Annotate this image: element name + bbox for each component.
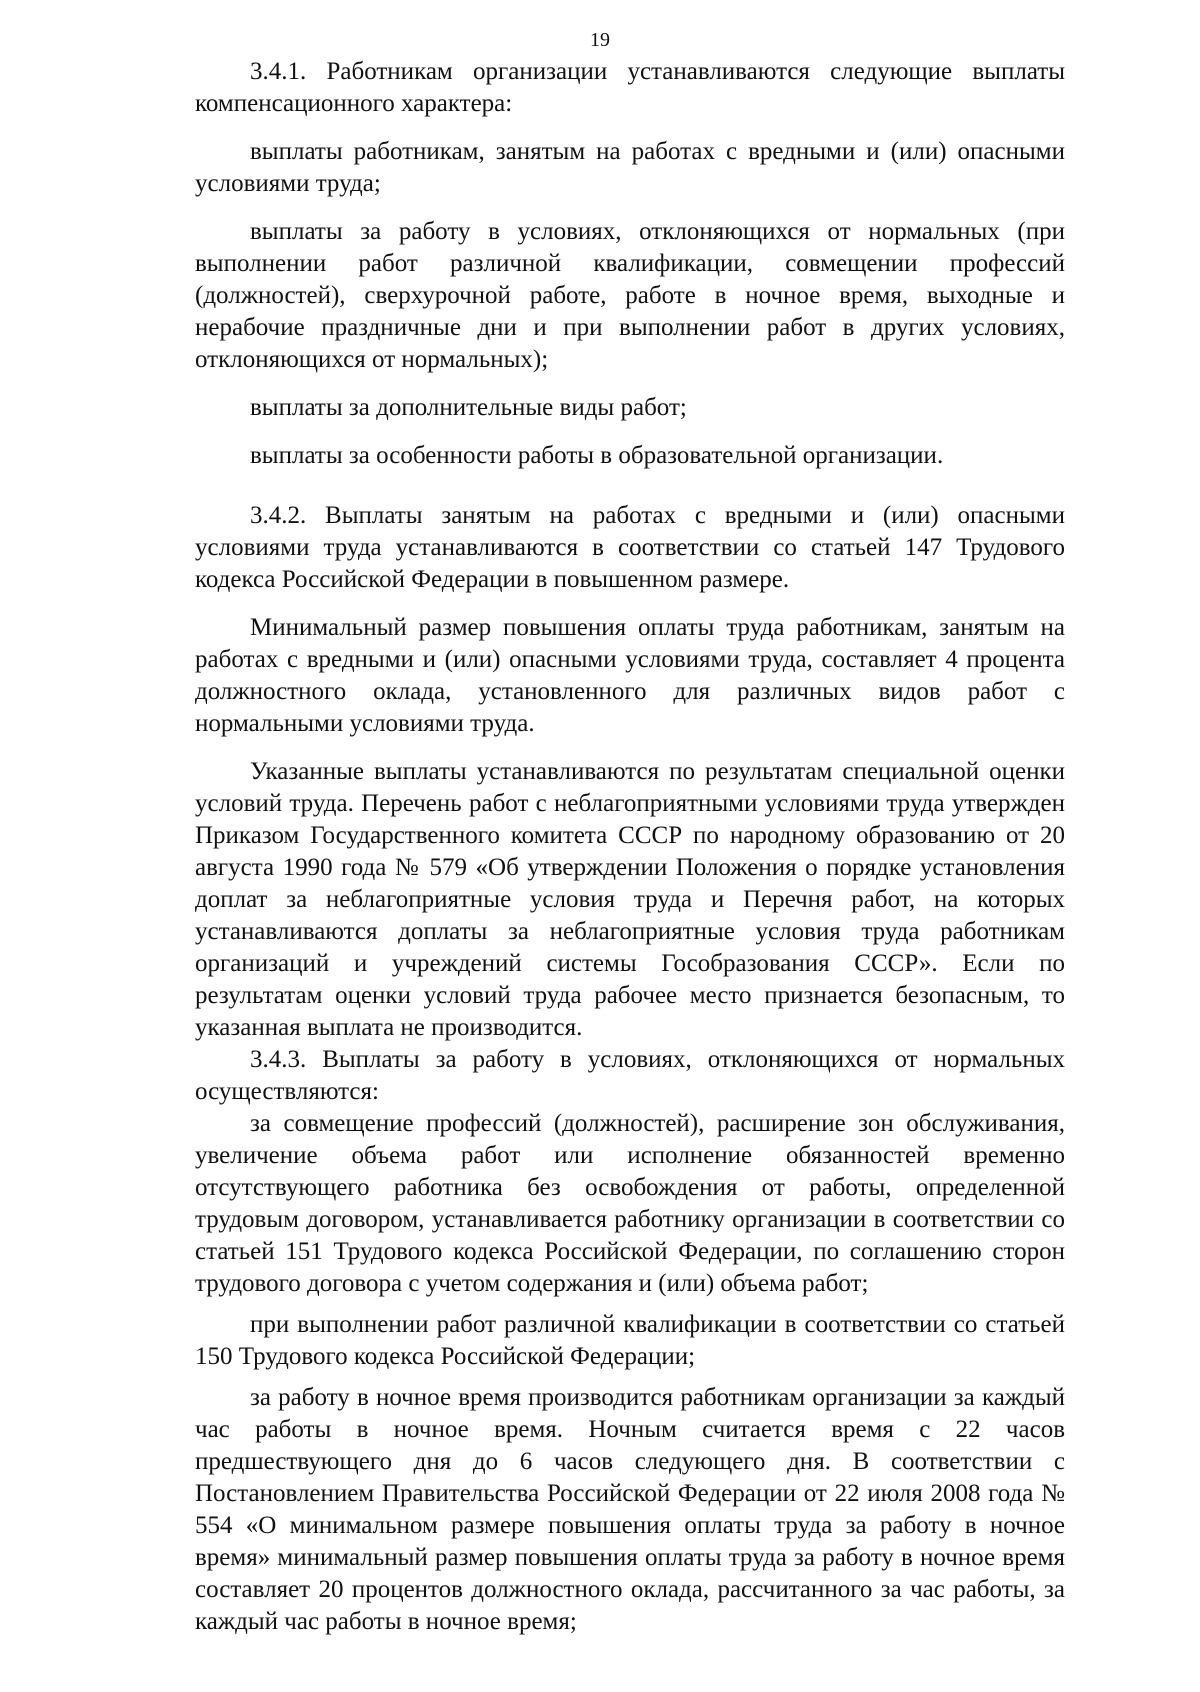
list-item-different-qualification: при выполнении работ различной квалификации в соответствии со статьей 150 Трудового кодекса Российской Федерации; — [195, 1311, 1065, 1370]
list-item-deviating-conditions: выплаты за работу в условиях, отклоняющихся от нормальных (при выполнении работ различной квалификации, совмещении профессий (должностей), сверхурочной работе, работе в ночное время, выходные и нерабочие праздничные дни и при выполнении работ в других условиях, отклоняющихся от нормальных); — [195, 218, 1065, 373]
document-body — [195, 56, 1065, 1638]
list-item-additional-work: выплаты за дополнительные виды работ; — [250, 394, 687, 421]
paragraph-minimum-increase: Минимальный размер повышения оплаты труда работникам, занятым на работах с вредными и (или) опасными условиями труда, составляет 4 процента должностного оклада, установленного для различных видов работ с нормальными условиями труда. — [195, 614, 1065, 737]
list-item-night-work: за работу в ночное время производится работникам организации за каждый час работы в ночное время. Ночным считается время с 22 часов предшествующего дня до 6 часов следующего дня. В соответствии с Постановлением Правительства Российской Федерации от 22 июля 2008 года № 554 «О минимальном размере повышения оплаты труда за работу в ночное время» минимальный размер повышения оплаты труда за работу в ночное время составляет 20 процентов должностного оклада, рассчитанного за час работы, за каждый час работы в ночное время; — [195, 1384, 1065, 1635]
list-item-combination-of-professions: за совмещение профессий (должностей), расширение зон обслуживания, увеличение объема работ или исполнение обязанностей временно отсутствующего работника без освобождения от работы, определенной трудовым договором, устанавливается работнику организации в соответствии со статьей 151 Трудового кодекса Российской Федерации, по соглашению сторон трудового договора с учетом содержания и (или) объема работ; — [195, 1110, 1065, 1297]
paragraph-3-4-1: 3.4.1. Работникам организации устанавливаются следующие выплаты компенсационного характера: — [195, 58, 1065, 117]
list-item-educational-specifics: выплаты за особенности работы в образовательной организации. — [250, 442, 944, 469]
paragraph-3-4-3: 3.4.3. Выплаты за работу в условиях, отклоняющихся от нормальных осуществляются: — [195, 1046, 1065, 1105]
paragraph-3-4-2: 3.4.2. Выплаты занятым на работах с вредными и (или) опасными условиями труда устанавливаются в соответствии со статьей 147 Трудового кодекса Российской Федерации в повышенном размере. — [195, 502, 1065, 593]
page-number: 19 — [590, 29, 610, 51]
list-item-harmful-conditions: выплаты работникам, занятым на работах с вредными и (или) опасными условиями труда; — [195, 138, 1065, 197]
paragraph-special-assessment: Указанные выплаты устанавливаются по результатам специальной оценки условий труда. Перечень работ с неблагоприятными условиями труда утвержден Приказом Государственного комитета СССР по народному образованию от 20 августа 1990 года № 579 «Об утверждении Положения о порядке установления доплат за неблагоприятные условия труда и Перечня работ, на которых устанавливаются доплаты за неблагоприятные условия труда работникам организаций и учреждений системы Гособразования СССР». Если по результатам оценки условий труда рабочее место признается безопасным, то указанная выплата не производится. — [195, 758, 1065, 1041]
